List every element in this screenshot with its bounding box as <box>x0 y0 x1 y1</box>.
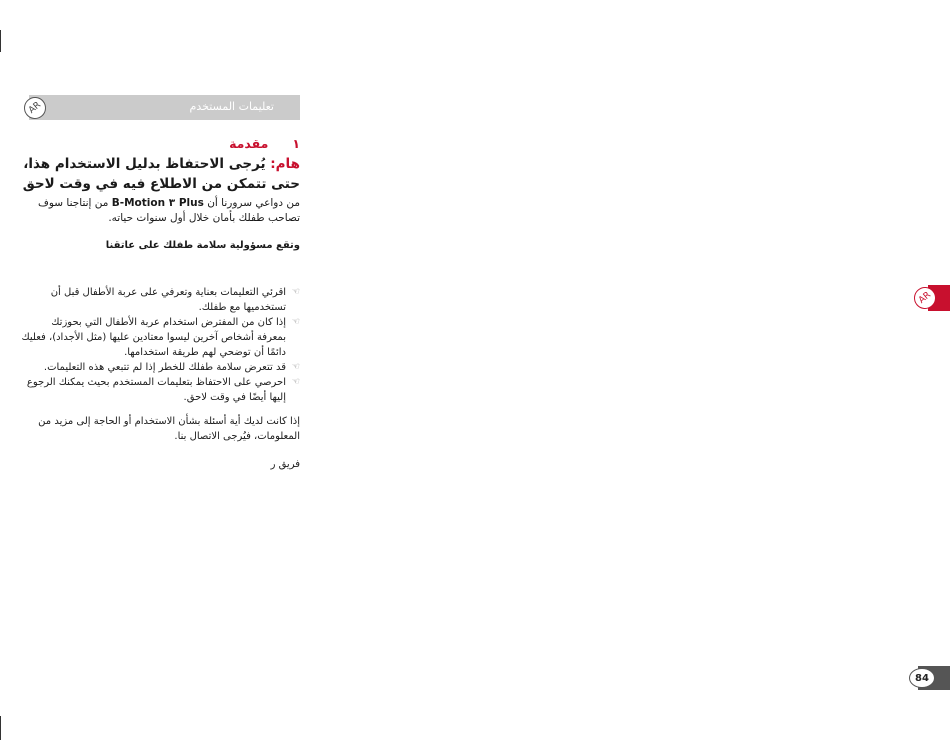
team-signature: فريق ر <box>270 459 300 470</box>
important-line-1: يُرجى الاحتفاظ بدليل الاستخدام هذا، <box>23 156 266 172</box>
list-item: ☜ قد تتعرض سلامة طفلك للخطر إذا لم تتبعي هذه التعليمات. <box>43 362 300 373</box>
language-badge: AR <box>20 93 51 124</box>
list-item: ☜ اقرئي التعليمات بعناية وتعرفي على عربة الأطفال قبل أن تستخدميها مع طفلك. <box>50 287 300 313</box>
important-notice <box>10 154 300 194</box>
section-heading <box>229 136 300 151</box>
crop-mark-bottom <box>0 716 1 740</box>
instruction-list <box>20 285 300 405</box>
hand-pointer-icon: ☜ <box>291 362 300 372</box>
section-title: مقدمة <box>229 136 269 151</box>
intro-before: من دواعي سرورنا أن <box>207 197 300 209</box>
list-item: ☜ احرصي على الاحتفاظ بتعليمات المستخدم بحيث يمكنك الرجوع إليها أيضًا في وقت لاحق. <box>26 377 300 403</box>
header-band <box>29 95 300 120</box>
contact-paragraph: إذا كانت لديك أية أسئلة بشأن الاستخدام أو الحاجة إلى مزيد من المعلومات، فيُرجى الاتصال بنا. <box>38 416 300 442</box>
page-number: 84 <box>909 668 935 688</box>
side-language-badge: AR <box>910 283 941 314</box>
responsibility-heading: وتقع مسؤولية سلامة طفلك على عاتقنا <box>105 240 300 251</box>
hand-pointer-icon: ☜ <box>291 317 300 327</box>
section-number: ١ <box>292 136 300 151</box>
header-title: تعليمات المستخدم <box>189 100 274 113</box>
important-label: هام: <box>270 156 300 172</box>
list-item: ☜ إذا كان من المفترض استخدام عربة الأطفال التي بحوزتك بمعرفة أشخاص آخرين ليسوا معتادين عليها (مثل الأجداد)، فعليك دائمًا أن توضحي لهم طريقة استخدامها. <box>21 317 300 358</box>
crop-mark-top <box>0 30 1 52</box>
hand-pointer-icon: ☜ <box>291 377 300 387</box>
important-line-2: حتى تتمكن من الاطلاع فيه في وقت لاحق <box>22 176 300 192</box>
product-name: B-Motion ٣ Plus <box>111 197 204 209</box>
intro-paragraph <box>5 196 300 226</box>
intro-after: من إنتاجنا سوف تصاحب طفلك بأمان خلال أول سنوات حياته. <box>37 197 300 224</box>
hand-pointer-icon: ☜ <box>291 287 300 297</box>
